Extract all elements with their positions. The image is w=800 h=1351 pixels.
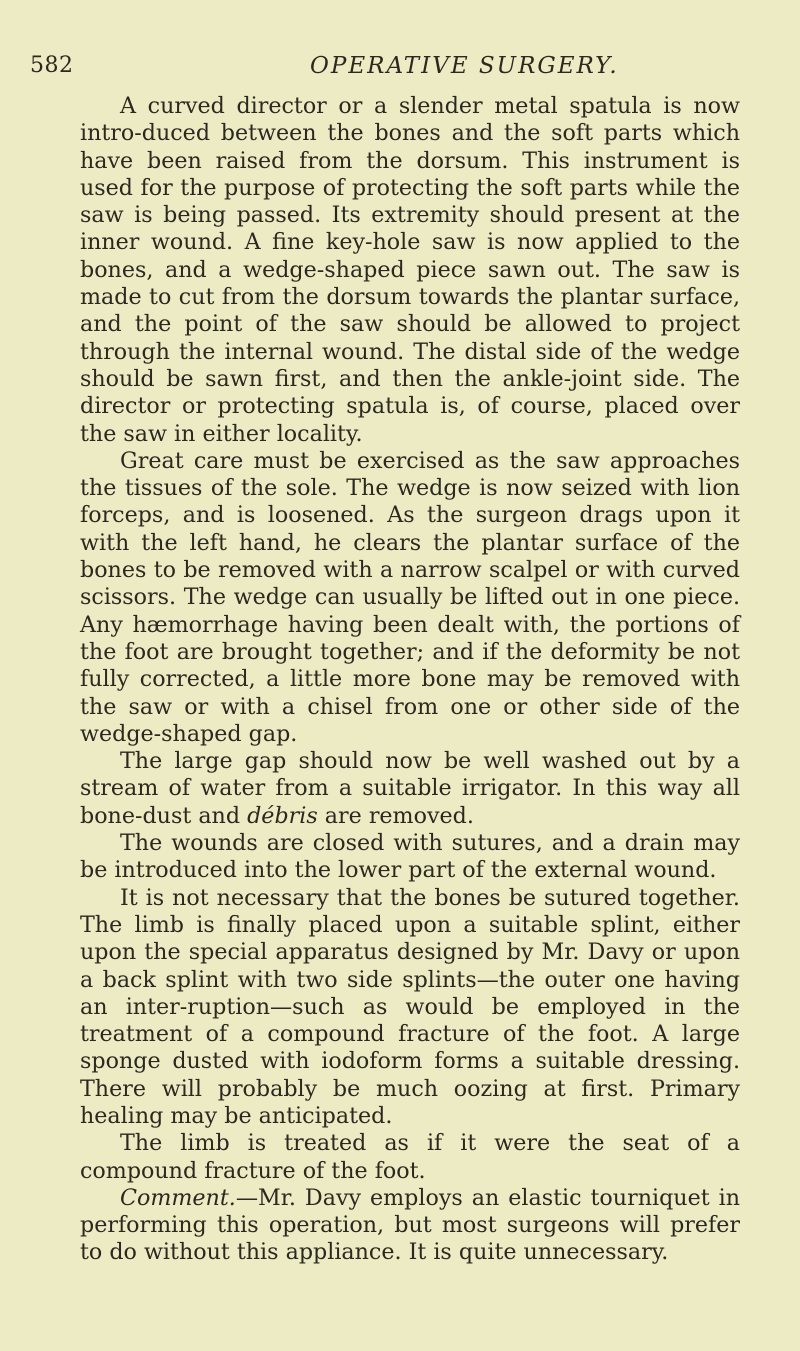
comment-label: Comment. xyxy=(120,1184,236,1211)
paragraph-comment xyxy=(80,1185,740,1267)
paragraph-splint: It is not necessary that the bones be sutured together. The limb is finally placed upon a suitable splint, either upon the special apparatus designed by Mr. Davy or upon a back splint with two side splints—the outer one having an inter-ruption—such as would be employed in the treatment of a compound fracture of the foot. A large sponge dusted with iodoform forms a suitable dressing. There will probably be much oozing at first. Primary healing may be anticipated. xyxy=(80,884,740,1129)
paragraph-irrigation-end: are removed. xyxy=(317,802,474,829)
paragraph-limb-treatment: The limb is treated as if it were the seat of a compound fracture of the foot. xyxy=(80,1130,740,1184)
page-header xyxy=(30,53,770,89)
comment-text: —Mr. Davy employs an elastic tourniquet in performing this operation, but most surgeons will prefer to do without this appliance. It is quite unnecessary. xyxy=(80,1184,740,1266)
debris-term: débris xyxy=(247,802,318,829)
running-head: OPERATIVE SURGERY. xyxy=(310,53,619,79)
paragraph-spatula: A curved director or a slender metal spatula is now intro-duced between the bones and the soft parts which have been raised from the dorsum. This instrument is used for the purpose of protecting the soft parts while the saw is being passed. Its extremity should present at the inner wound. A fine key-hole saw is now applied to the bones, and a wedge-shaped piece sawn out. The saw is made to cut from the dorsum towards the plantar surface, and the point of the saw should be allowed to project through the internal wound. The distal side of the wedge should be sawn first, and then the ankle-joint side. The director or protecting spatula is, of course, placed over the saw in either locality. xyxy=(80,93,740,447)
paragraph-irrigation-text: The large gap should now be well washed out by a stream of water from a suitable irrigator. In this way all bone-dust and xyxy=(80,748,740,829)
page-number: 582 xyxy=(30,53,74,78)
paragraph-sutures: The wounds are closed with sutures, and a drain may be introduced into the lower part of the external wound. xyxy=(80,830,740,884)
body-text xyxy=(80,93,740,1267)
paragraph-wedge-removal: Great care must be exercised as the saw approaches the tissues of the sole. The wedge is now seized with lion forceps, and is loosened. As the surgeon drags upon it with the left hand, he clears the plantar surface of the bones to be removed with a narrow scalpel or with curved scissors. The wedge can usually be lifted out in one piece. Any hæmorrhage having been dealt with, the portions of the foot are brought together; and if the deformity be not fully corrected, a little more bone may be removed with the saw or with a chisel from one or other side of the wedge-shaped gap. xyxy=(80,447,740,747)
paragraph-irrigation xyxy=(80,748,740,830)
